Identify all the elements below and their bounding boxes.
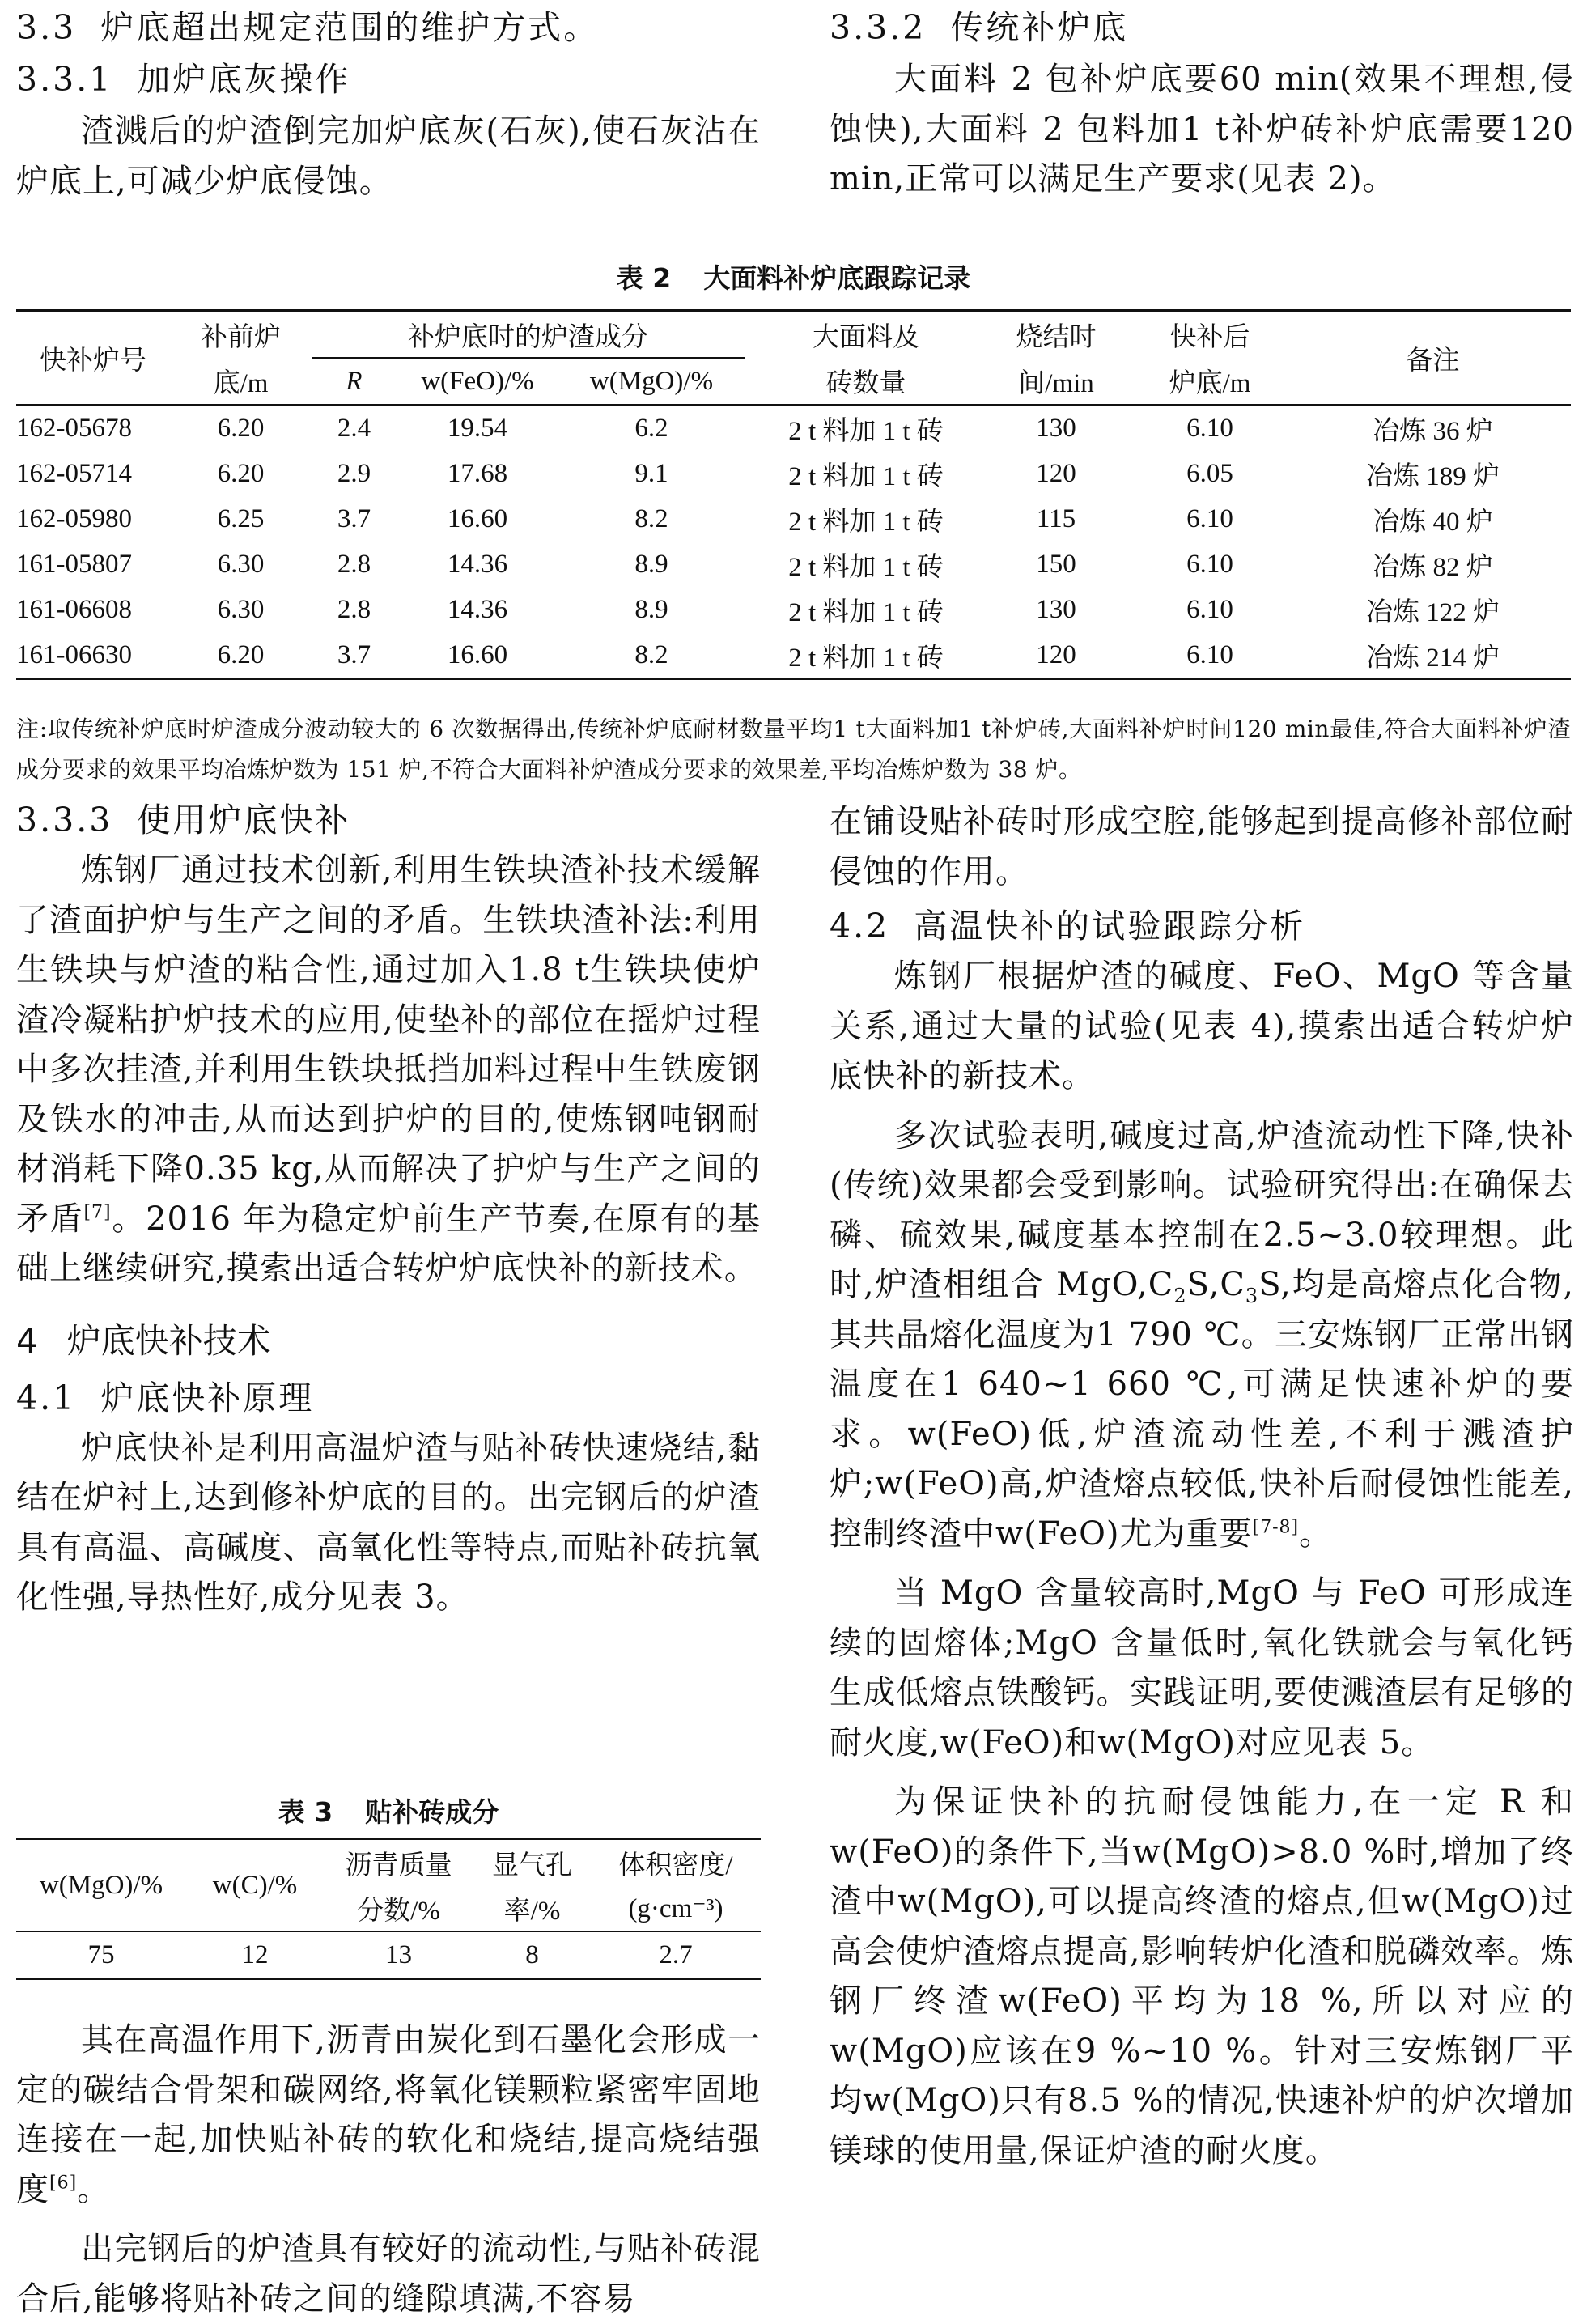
cell-before: 6.30 bbox=[217, 594, 265, 624]
cell-feo: 14.36 bbox=[447, 549, 508, 579]
section-3-3-2-heading bbox=[830, 5, 1574, 50]
header-c: w(C)/% bbox=[212, 1870, 298, 1900]
paragraph-text: 。 bbox=[1299, 1515, 1333, 1553]
cell-time: 120 bbox=[1036, 639, 1076, 669]
header-r: R bbox=[346, 366, 363, 396]
cell-material: 2 t 料加 1 t 砖 bbox=[788, 507, 944, 537]
paragraph: 为保证快补的抗耐侵蚀能力,在一定 R 和w(FeO)的条件下,当w(MgO)>8.0 %时,增加了终渣中w(MgO),可以提高终渣的熔点,但w(MgO)过高会使炉渣熔点提高,影响转炉化渣和脱磷效率。炼钢厂终渣w(FeO)平均为18 %,所以对应的w(MgO)应该在9 %~10 %。针对三安炼钢厂平均w(MgO)只有8.5 %的情况,快速补炉的炉次增加镁球的使用量,保证炉渣的耐火度。 bbox=[830, 1783, 1574, 2169]
left-top-column bbox=[16, 0, 761, 206]
header-after-line1: 快补后 bbox=[1169, 323, 1250, 352]
section-3-3-3-heading bbox=[16, 797, 761, 843]
table-row bbox=[16, 451, 1571, 496]
right-top-column bbox=[830, 0, 1574, 205]
header-density-line2: (g·cm⁻³) bbox=[628, 1894, 723, 1923]
cell-feo: 16.60 bbox=[447, 639, 508, 669]
table-3-caption bbox=[16, 1791, 761, 1829]
table-row bbox=[16, 1931, 761, 1979]
cell-before: 6.30 bbox=[217, 549, 265, 579]
paragraph-text: S,C bbox=[1186, 1266, 1245, 1303]
cell-r: 2.9 bbox=[337, 458, 371, 488]
header-mgo: w(MgO)/% bbox=[589, 366, 714, 396]
cell-mgo: 75 bbox=[87, 1939, 115, 1969]
header-porosity-line1: 显气孔 bbox=[492, 1850, 572, 1880]
citation: [7] bbox=[83, 1202, 112, 1223]
cell-mgo: 8.2 bbox=[634, 503, 668, 533]
cell-feo: 17.68 bbox=[447, 458, 508, 488]
section-number: 3.3.1 bbox=[16, 60, 113, 99]
cell-before: 6.20 bbox=[217, 639, 265, 669]
cell-feo: 19.54 bbox=[447, 413, 508, 443]
paragraph: 渣溅后的炉渣倒完加炉底灰(石灰),使石灰沾在炉底上,可减少炉底侵蚀。 bbox=[16, 113, 761, 200]
section-title: 炉底超出规定范围的维护方式。 bbox=[100, 8, 600, 47]
cell-furnace-no: 162-05678 bbox=[16, 413, 132, 443]
paragraph: 在铺设贴补砖时形成空腔,能够起到提高修补部位耐侵蚀的作用。 bbox=[830, 803, 1574, 890]
table-number: 表 2 bbox=[616, 262, 672, 294]
header-density-line1: 体积密度/ bbox=[618, 1850, 733, 1880]
section-title: 传统补炉底 bbox=[950, 8, 1129, 47]
subscript: 2 bbox=[1173, 1285, 1187, 1307]
section-4-2-heading bbox=[830, 903, 1574, 949]
cell-mgo: 8.2 bbox=[634, 639, 668, 669]
section-number: 4.2 bbox=[830, 907, 890, 945]
section-number: 4 bbox=[16, 1320, 38, 1361]
paragraph: 炼钢厂根据炉渣的碱度、FeO、MgO 等含量关系,通过大量的试验(见表 4),摸索出适合转炉炉底快补的新技术。 bbox=[830, 958, 1574, 1094]
cell-material: 2 t 料加 1 t 砖 bbox=[788, 552, 944, 582]
header-before-line1: 补前炉 bbox=[201, 323, 281, 352]
paragraph: 炉底快补是利用高温炉渣与贴补砖快速烧结,黏结在炉衬上,达到修补炉底的目的。出完钢后的炉渣具有高温、高碱度、高氧化性等特点,而贴补砖抗氧化性强,导热性好,成分见表 3。 bbox=[16, 1429, 761, 1616]
section-title: 炉底快补技术 bbox=[66, 1320, 271, 1361]
cell-furnace-no: 161-06630 bbox=[16, 639, 132, 669]
cell-r: 3.7 bbox=[337, 503, 371, 533]
cell-before: 6.20 bbox=[217, 458, 265, 488]
cell-time: 130 bbox=[1036, 413, 1076, 443]
paragraph bbox=[16, 846, 761, 1294]
subscript: 3 bbox=[1245, 1285, 1259, 1307]
paragraph: 出完钢后的炉渣具有较好的流动性,与贴补砖混合后,能够将贴补砖之间的缝隙填满,不容易 bbox=[16, 2230, 761, 2318]
cell-feo: 14.36 bbox=[447, 594, 508, 624]
paragraph bbox=[16, 2016, 761, 2215]
cell-r: 3.7 bbox=[337, 639, 371, 669]
paragraph-text: S,均是高熔点化合物,其共晶熔化温度为1 790 ℃。三安炼钢厂正常出钢温度在1 640~1 660 ℃,可满足快速补炉的要求。w(FeO)低,炉渣流动性差,不利于溅渣护炉;w(FeO)高,炉渣熔点较低,快补后耐侵蚀性能差,控制终渣中w(FeO)尤为重要 bbox=[830, 1266, 1575, 1553]
left-bottom-continued bbox=[16, 2016, 761, 2324]
paragraph-text: 其在高温作用下,沥青由炭化到石墨化会形成一定的碳结合骨架和碳网络,将氧化镁颗粒紧密牢固地连接在一起,加快贴补砖的软化和烧结,提高烧结强度 bbox=[16, 2021, 761, 2208]
citation: [6] bbox=[49, 2173, 78, 2194]
cell-after: 6.10 bbox=[1186, 549, 1233, 579]
cell-after: 6.10 bbox=[1186, 594, 1233, 624]
cell-asphalt: 13 bbox=[385, 1939, 412, 1969]
table-row bbox=[16, 496, 1571, 542]
cell-r: 2.8 bbox=[337, 549, 371, 579]
header-sinter-line2: 间/min bbox=[1018, 369, 1094, 398]
cell-r: 2.4 bbox=[337, 413, 371, 443]
cell-furnace-no: 162-05980 bbox=[16, 503, 132, 533]
header-feo: w(FeO)/% bbox=[421, 366, 534, 396]
right-bottom-column bbox=[830, 797, 1574, 2176]
section-4-heading bbox=[16, 1317, 761, 1366]
header-sinter-line1: 烧结时 bbox=[1016, 323, 1097, 352]
paragraph: 当 MgO 含量较高时,MgO 与 FeO 可形成连续的固熔体;MgO 含量低时,氧化铁就会与氧化钙生成低熔点铁酸钙。实践证明,要使溅渣层有足够的耐火度,w(FeO)和w(MgO)对应见表 5。 bbox=[830, 1574, 1574, 1761]
header-slag-group: 补炉底时的炉渣成分 bbox=[312, 311, 745, 359]
table-row bbox=[16, 587, 1571, 632]
header-asphalt-line1: 沥青质量 bbox=[345, 1850, 452, 1880]
cell-after: 6.10 bbox=[1186, 503, 1233, 533]
cell-before: 6.20 bbox=[217, 413, 265, 443]
table-2 bbox=[16, 309, 1571, 680]
section-title: 高温快补的试验跟踪分析 bbox=[914, 907, 1306, 945]
cell-time: 120 bbox=[1036, 458, 1076, 488]
header-before-line2: 底/m bbox=[213, 369, 269, 398]
cell-remark: 冶炼 82 炉 bbox=[1373, 552, 1493, 582]
cell-density: 2.7 bbox=[659, 1939, 693, 1969]
cell-furnace-no: 161-06608 bbox=[16, 594, 132, 624]
table-3 bbox=[16, 1838, 761, 1980]
cell-remark: 冶炼 214 炉 bbox=[1366, 643, 1500, 673]
section-number: 3.3.3 bbox=[16, 801, 113, 839]
paragraph-text: 多次试验表明,碱度过高,炉渣流动性下降,快补(传统)效果都会受到影响。试验研究得出:在确保去磷、硫效果,碱度基本控制在2.5~3.0较理想。此时,炉渣相组合 MgO,C bbox=[830, 1116, 1574, 1303]
section-4-1-heading bbox=[16, 1375, 761, 1421]
cell-furnace-no: 161-05807 bbox=[16, 549, 132, 579]
paragraph-text: 。2016 年为稳定炉前生产节奏,在原有的基础上继续研究,摸索出适合转炉炉底快补的新技术。 bbox=[16, 1200, 762, 1287]
cell-before: 6.25 bbox=[217, 503, 265, 533]
cell-material: 2 t 料加 1 t 砖 bbox=[788, 597, 944, 627]
header-porosity-line2: 率/% bbox=[503, 1896, 561, 1926]
cell-remark: 冶炼 189 炉 bbox=[1366, 461, 1500, 491]
cell-remark: 冶炼 36 炉 bbox=[1373, 416, 1493, 446]
table-number: 表 3 bbox=[278, 1796, 333, 1828]
cell-porosity: 8 bbox=[525, 1939, 539, 1969]
header-material-line1: 大面料及 bbox=[813, 323, 919, 352]
cell-material: 2 t 料加 1 t 砖 bbox=[788, 416, 944, 446]
cell-c: 12 bbox=[241, 1939, 269, 1969]
cell-after: 6.05 bbox=[1186, 458, 1233, 488]
header-asphalt-line2: 分数/% bbox=[357, 1896, 440, 1926]
cell-mgo: 6.2 bbox=[634, 413, 668, 443]
cell-time: 115 bbox=[1036, 503, 1076, 533]
cell-furnace-no: 162-05714 bbox=[16, 458, 132, 488]
section-title: 炉底快补原理 bbox=[100, 1378, 315, 1417]
table-title: 大面料补炉底跟踪记录 bbox=[703, 262, 971, 294]
section-3-3-1-heading bbox=[16, 57, 761, 102]
cell-remark: 冶炼 122 炉 bbox=[1366, 597, 1500, 627]
paragraph-text: 炼钢厂通过技术创新,利用生铁块渣补技术缓解了渣面护炉与生产之间的矛盾。生铁块渣补法:利用生铁块与炉渣的粘合性,通过加入1.8 t生铁块使炉渣冷凝粘护炉技术的应用,使垫补的部位在摇炉过程中多次挂渣,并利用生铁块抵挡加料过程中生铁废钢及铁水的冲击,从而达到护炉的目的,使炼钢吨钢耐材消耗下降0.35 kg,从而解决了护炉与生产之间的矛盾 bbox=[16, 852, 761, 1238]
cell-time: 150 bbox=[1036, 549, 1076, 579]
cell-remark: 冶炼 40 炉 bbox=[1373, 507, 1493, 537]
cell-material: 2 t 料加 1 t 砖 bbox=[788, 643, 944, 673]
header-remark: 备注 bbox=[1406, 346, 1460, 376]
cell-after: 6.10 bbox=[1186, 639, 1233, 669]
cell-mgo: 8.9 bbox=[634, 549, 668, 579]
section-title: 使用炉底快补 bbox=[137, 801, 351, 839]
section-title: 加炉底灰操作 bbox=[137, 60, 351, 99]
table-2-note: 注:取传统补炉底时炉渣成分波动较大的 6 次数据得出,传统补炉底耐材数量平均1 t大面料加1 t补炉砖,大面料补炉时间120 min最佳,符合大面料补炉渣成分要求的效果平均冶炼炉数为 151 炉,不符合大面料补炉渣成分要求的效果差,平均冶炼炉数为 38 炉。 bbox=[16, 716, 1571, 783]
table-2-caption bbox=[16, 257, 1571, 295]
header-mgo: w(MgO)/% bbox=[39, 1870, 163, 1900]
left-bottom-column bbox=[16, 797, 761, 1623]
section-3-3-heading bbox=[16, 5, 761, 50]
cell-mgo: 9.1 bbox=[634, 458, 668, 488]
cell-material: 2 t 料加 1 t 砖 bbox=[788, 461, 944, 491]
section-number: 4.1 bbox=[16, 1378, 77, 1417]
header-after-line2: 炉底/m bbox=[1169, 369, 1251, 398]
paragraph bbox=[830, 1111, 1574, 1560]
cell-r: 2.8 bbox=[337, 594, 371, 624]
table-row bbox=[16, 632, 1571, 679]
paragraph: 大面料 2 包补炉底要60 min(效果不理想,侵蚀快),大面料 2 包料加1 t补炉砖补炉底需要120 min,正常可以满足生产要求(见表 2)。 bbox=[830, 61, 1574, 198]
header-material-line2: 砖数量 bbox=[825, 369, 906, 398]
section-number: 3.3 bbox=[16, 8, 77, 47]
citation: [7-8] bbox=[1252, 1517, 1300, 1538]
table-title: 贴补砖成分 bbox=[365, 1796, 499, 1828]
header-furnace-no: 快补炉号 bbox=[40, 346, 146, 376]
table-row bbox=[16, 542, 1571, 587]
section-number: 3.3.2 bbox=[830, 8, 927, 47]
cell-after: 6.10 bbox=[1186, 413, 1233, 443]
cell-mgo: 8.9 bbox=[634, 594, 668, 624]
cell-time: 130 bbox=[1036, 594, 1076, 624]
table-row bbox=[16, 405, 1571, 451]
cell-feo: 16.60 bbox=[447, 503, 508, 533]
paragraph-text: 。 bbox=[77, 2170, 111, 2208]
